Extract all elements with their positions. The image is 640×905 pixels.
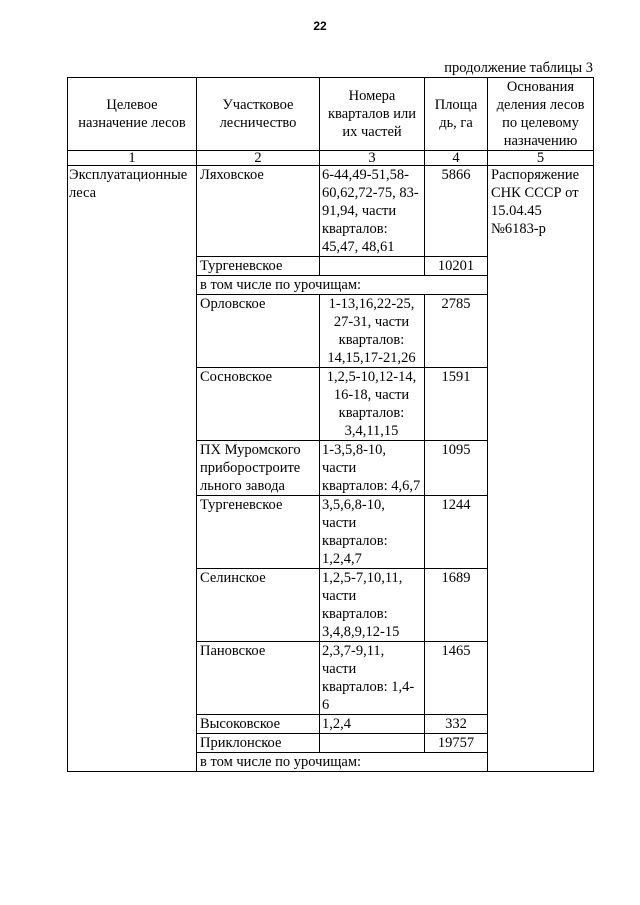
basis-cell: Распоряжение СНК СССР от 15.04.45 №6183-р bbox=[488, 166, 594, 772]
column-number: 5 bbox=[488, 151, 594, 166]
tract-name: ПХ Муромского приборостроите льного завода bbox=[197, 441, 320, 496]
forestry-name: Высоковское bbox=[197, 715, 320, 734]
header-area: Площа дь, га bbox=[425, 78, 488, 151]
tract-name: Сосновское bbox=[197, 368, 320, 441]
area-cell: 5866 bbox=[425, 166, 488, 257]
area-cell: 10201 bbox=[425, 257, 488, 276]
quarters-cell: 3,5,6,8-10, части кварталов: 1,2,4,7 bbox=[320, 496, 425, 569]
forest-table bbox=[67, 77, 594, 772]
area-cell: 2785 bbox=[425, 295, 488, 368]
column-number: 1 bbox=[68, 151, 197, 166]
quarters-cell: 1-13,16,22-25, 27-31, части кварталов: 14,15,17-21,26 bbox=[320, 295, 425, 368]
quarters-cell bbox=[320, 257, 425, 276]
quarters-cell: 1,2,4 bbox=[320, 715, 425, 734]
tract-name: Пановское bbox=[197, 642, 320, 715]
quarters-cell: 2,3,7-9,11, части кварталов: 1,4-6 bbox=[320, 642, 425, 715]
header-purpose: Целевое назначение лесов bbox=[68, 78, 197, 151]
subheader-cell: в том числе по урочищам: bbox=[197, 753, 488, 772]
tract-name: Селинское bbox=[197, 569, 320, 642]
column-number: 3 bbox=[320, 151, 425, 166]
column-number: 2 bbox=[197, 151, 320, 166]
purpose-cell: Эксплуатационные леса bbox=[68, 166, 197, 772]
tract-name: Орловское bbox=[197, 295, 320, 368]
forestry-name: Приклонское bbox=[197, 734, 320, 753]
area-cell: 1591 bbox=[425, 368, 488, 441]
area-cell: 332 bbox=[425, 715, 488, 734]
quarters-cell: 1,2,5-10,12-14, 16-18, части кварталов: 3,4,11,15 bbox=[320, 368, 425, 441]
quarters-cell: 1,2,5-7,10,11, части кварталов: 3,4,8,9,12-15 bbox=[320, 569, 425, 642]
subheader-cell: в том числе по урочищам: bbox=[197, 276, 488, 295]
column-number: 4 bbox=[425, 151, 488, 166]
column-number-row bbox=[68, 151, 594, 166]
area-cell: 1244 bbox=[425, 496, 488, 569]
table-row bbox=[68, 166, 594, 257]
area-cell: 1689 bbox=[425, 569, 488, 642]
table-caption: продолжение таблицы 3 bbox=[444, 60, 593, 76]
quarters-cell: 1-3,5,8-10, части кварталов: 4,6,7 bbox=[320, 441, 425, 496]
area-cell: 1095 bbox=[425, 441, 488, 496]
quarters-cell bbox=[320, 734, 425, 753]
forestry-name: Тургеневское bbox=[197, 257, 320, 276]
area-cell: 19757 bbox=[425, 734, 488, 753]
header-row bbox=[68, 78, 594, 151]
tract-name: Тургеневское bbox=[197, 496, 320, 569]
quarters-cell: 6-44,49-51,58-60,62,72-75, 83-91,94, части кварталов: 45,47, 48,61 bbox=[320, 166, 425, 257]
header-quarters: Номера кварталов или их частей bbox=[320, 78, 425, 151]
header-forestry: Участковое лесничество bbox=[197, 78, 320, 151]
area-cell: 1465 bbox=[425, 642, 488, 715]
header-basis: Основания деления лесов по целевому назначению bbox=[488, 78, 594, 151]
page-number: 22 bbox=[313, 19, 327, 33]
forestry-name: Ляховское bbox=[197, 166, 320, 257]
